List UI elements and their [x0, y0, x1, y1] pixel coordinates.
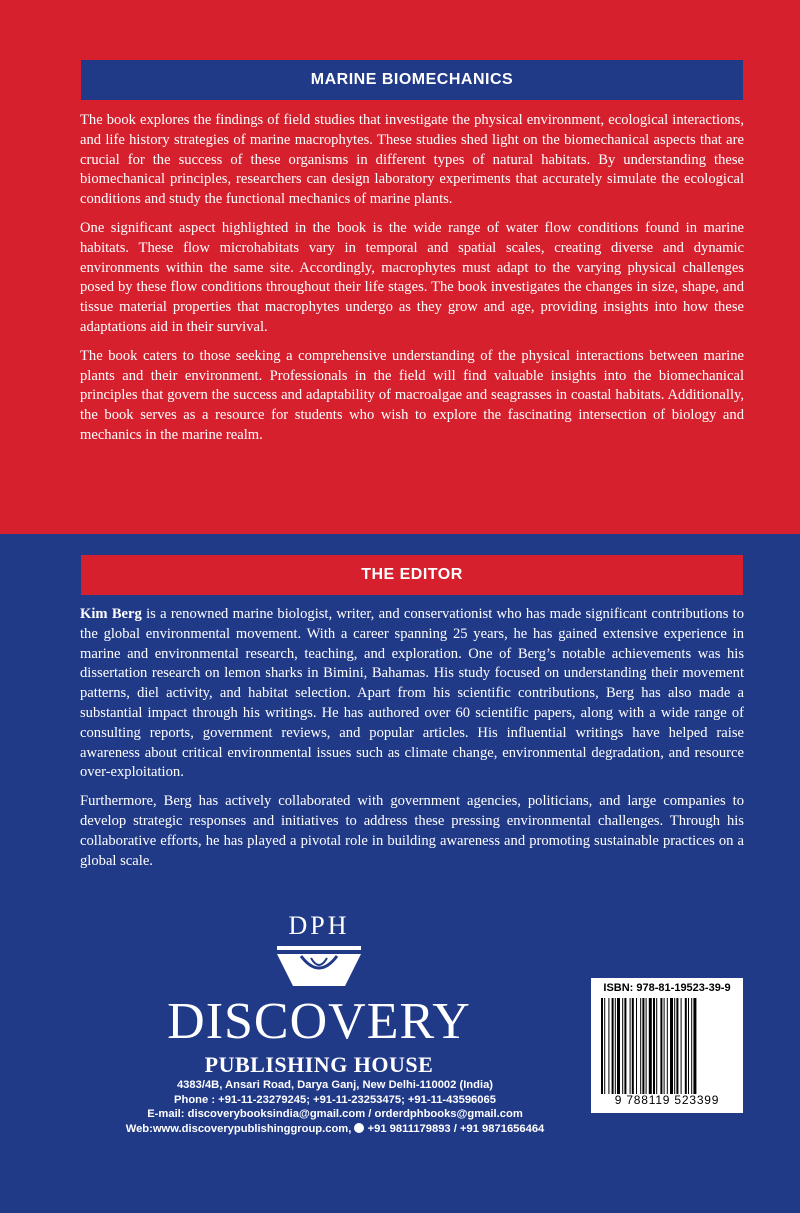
barcode-bar	[693, 998, 696, 1094]
isbn-digits: 9 788119 523399	[614, 1093, 720, 1107]
barcode-bar	[636, 998, 637, 1094]
barcode-bar	[640, 998, 641, 1094]
barcode-bar	[653, 998, 655, 1094]
barcode-bar	[676, 998, 678, 1094]
ship-emblem-icon	[271, 944, 367, 988]
editor-bio: is a renowned marine biologist, writer, and conservationist who has made significant contributions to the global environmental movement. With a career spanning 25 years, he has gained extensive experience in marine and environmental research, teaching, and exploration. One of Berg’s notable achievements was his dissertation research on lemon sharks in Bimini, Bahamas. His study focused on understanding their movement patterns, diel activity, and habitat selection. Apart from his scientific contributions, Berg has also made a substantial impact through his writings. He has authored over 60 scientific papers, along with a wide range of consulting reports, government reviews, and popular articles. His influential writings have helped raise awareness about critical environmental issues such as climate change, environmental degradation, and resource over-exploitation.	[80, 606, 744, 781]
about-paragraph-1: The book explores the findings of field studies that investigate the physical environment, ecological interactions, and life history strategies of marine macrophytes. These studies shed light on the biomechanical aspects that are crucial for the success of these organisms in different types of natural habitats. By understanding these biomechanical principles, researchers can design laboratory experiments that accurately simulate the ecological conditions and study the functional mechanics of marine plants.	[80, 112, 744, 208]
about-section	[0, 0, 800, 534]
barcode-bar	[685, 998, 687, 1094]
editor-name: Kim Berg	[80, 606, 142, 622]
whatsapp-icon	[354, 1123, 364, 1133]
isbn-barcode-box	[591, 978, 743, 1113]
publisher-subtitle: PUBLISHING HOUSE	[204, 1052, 434, 1077]
publisher-name: DISCOVERY	[167, 993, 471, 1050]
about-text	[80, 111, 744, 455]
barcode-bar	[612, 998, 614, 1094]
barcode-bar	[667, 998, 668, 1094]
barcode-bar	[674, 998, 675, 1094]
publisher-address: 4383/4B, Ansari Road, Darya Ganj, New Delhi-110002 (India)	[176, 1079, 494, 1091]
publisher-logo	[160, 912, 478, 1078]
barcode-bar	[646, 998, 647, 1094]
publisher-phone: Phone : +91-11-23279245; +91-11-23253475; +91-11-43596065	[174, 1093, 496, 1106]
publisher-email: E-mail: discoverybooksindia@gmail.com / orderdphbooks@gmail.com	[147, 1108, 523, 1120]
about-paragraph-2: One significant aspect highlighted in the book is the wide range of water flow conditions found in marine habitats. These flow microhabitats vary in temporal and spatial scales, creating diverse and dynamic environments within the same site. Accordingly, macrophytes must adapt to the varying physical challenges posed by these flow conditions throughout their life stages. The book investigates the changes in size, shape, and tissue material properties that macrophytes undergo as they grow and age, providing insights into how these adaptations aid in their survival.	[80, 219, 744, 335]
publisher-web-line	[100, 1122, 570, 1137]
editor-heading: THE EDITOR	[81, 555, 743, 595]
barcode-bar	[660, 998, 662, 1094]
editor-paragraph-1	[80, 605, 744, 783]
about-paragraph-3: The book caters to those seeking a comprehensive understanding of the physical interactions between marine plants and their environment. Professionals in the field will find valuable insights into the biomechanical principles that govern the success and adaptability of macroalgae and seagrasses in coastal habitats. Additionally, the book serves as a resource for students who wish to explore the fascinating intersection of biology and mechanics in the marine realm.	[80, 347, 744, 443]
barcode-bar	[622, 998, 623, 1094]
barcode-bar	[617, 998, 620, 1094]
barcode-bar	[604, 998, 605, 1094]
publisher-whatsapp: +91 9811179893 / +91 9871656464	[364, 1122, 545, 1135]
about-heading: MARINE BIOMECHANICS	[81, 60, 743, 100]
editor-text	[80, 605, 744, 880]
barcode-bar	[624, 998, 626, 1094]
barcode-bar	[649, 998, 652, 1094]
barcode-bar	[656, 998, 657, 1094]
barcode-bar	[681, 998, 682, 1094]
barcode-bar	[664, 998, 665, 1094]
publisher-web: Web:www.discoverypublishinggroup.com,	[125, 1122, 352, 1135]
barcode-bar	[630, 998, 631, 1094]
barcode-bar	[601, 998, 603, 1094]
editor-paragraph-2: Furthermore, Berg has actively collaborated with government agencies, politicians, and large companies to develop strategic responses and initiatives to address these pressing environmental challenges. Through his collaborative efforts, he has played a pivotal role in building awareness and promoting sustainable practices on a global scale.	[80, 793, 744, 869]
barcode-bar	[608, 998, 609, 1094]
barcode-bar	[691, 998, 692, 1094]
publisher-abbr: DPH	[288, 911, 350, 940]
barcode-bar	[632, 998, 634, 1094]
isbn-label: ISBN: 978-81-19523-39-9	[603, 982, 731, 994]
barcode-bar	[688, 998, 689, 1094]
barcode-bar	[642, 998, 644, 1094]
barcode-bar	[670, 998, 673, 1094]
publisher-contact	[100, 1078, 570, 1136]
barcode	[599, 998, 735, 1094]
barcode-bar	[615, 998, 616, 1094]
